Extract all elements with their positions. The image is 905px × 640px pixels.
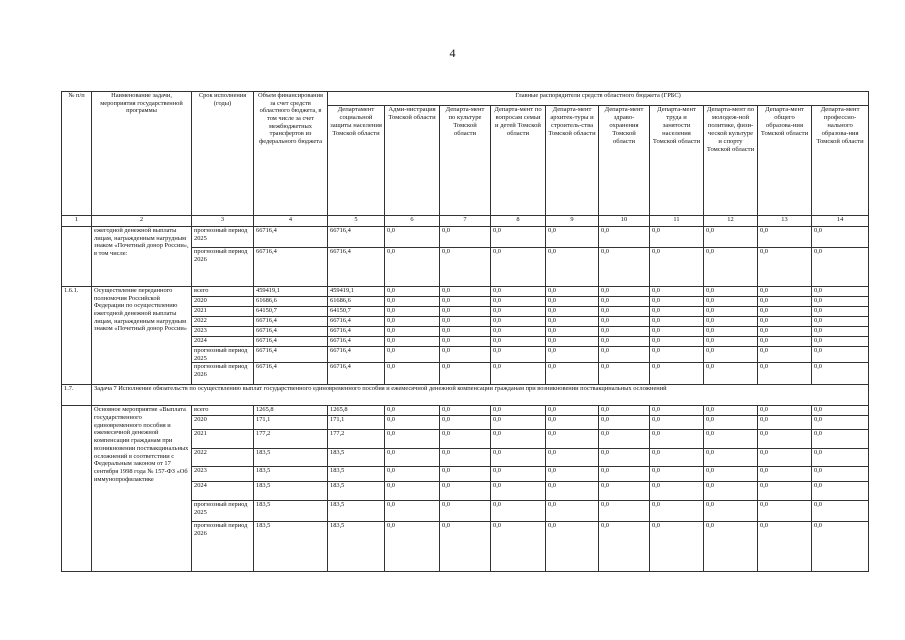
row-period: 2023: [192, 327, 254, 337]
value-cell: 0,0: [440, 482, 491, 501]
value-cell: 0,0: [758, 347, 812, 363]
value-cell: 0,0: [704, 287, 758, 297]
value-cell: 0,0: [491, 363, 546, 385]
column-number: 6: [385, 216, 440, 227]
value-cell: 0,0: [812, 449, 869, 467]
value-cell: 0,0: [546, 327, 599, 337]
value-cell: 0,0: [650, 482, 704, 501]
value-cell: 0,0: [385, 227, 440, 248]
value-cell: 0,0: [491, 287, 546, 297]
value-cell: 183,5: [328, 522, 385, 572]
value-cell: 0,0: [758, 297, 812, 307]
value-cell: 0,0: [704, 337, 758, 347]
value-cell: 0,0: [440, 416, 491, 430]
value-cell: 183,5: [254, 522, 328, 572]
value-cell: 0,0: [704, 297, 758, 307]
value-cell: 66716,4: [328, 227, 385, 248]
value-cell: 183,5: [254, 501, 328, 522]
value-cell: 0,0: [385, 317, 440, 327]
row-period: 2024: [192, 482, 254, 501]
row-number: [62, 227, 92, 287]
value-cell: 0,0: [650, 248, 704, 287]
value-cell: 0,0: [599, 248, 650, 287]
value-cell: 0,0: [650, 501, 704, 522]
header-grbs-5: Департа-мент здраво-охранения Томской области: [599, 106, 650, 216]
value-cell: 0,0: [812, 430, 869, 449]
header-no: № п/п: [62, 92, 92, 216]
value-cell: 0,0: [650, 416, 704, 430]
header-grbs-7: Департа-мент по молодеж-ной политике, физи-ческой культуре и спорту Томской области: [704, 106, 758, 216]
value-cell: 0,0: [385, 363, 440, 385]
row-name: ежегодной денежной выплаты лицам, награжденным нагрудным знаком «Почетный донор России», в том числе:: [92, 227, 192, 287]
header-grbs-0: Департамент социальной защиты населения Томской области: [328, 106, 385, 216]
value-cell: 0,0: [758, 317, 812, 327]
value-cell: 0,0: [812, 501, 869, 522]
value-cell: 0,0: [812, 467, 869, 482]
value-cell: 0,0: [385, 297, 440, 307]
value-cell: 0,0: [440, 317, 491, 327]
value-cell: 0,0: [599, 467, 650, 482]
row-number: [62, 406, 92, 572]
value-cell: 0,0: [758, 327, 812, 337]
column-number: 14: [812, 216, 869, 227]
budget-table: [61, 91, 869, 572]
column-number-row: [62, 216, 869, 227]
column-number: 7: [440, 216, 491, 227]
row-name: Основное мероприятие «Выплата государственного единовременного пособия и ежемесячной денежной компенсации гражданам при возникновении поствакцинальных осложнений в соответствии с Федеральным законом от 17 сентября 1998 года № 157-ФЗ «Об иммунопрофилактике: [92, 406, 192, 572]
value-cell: 0,0: [599, 363, 650, 385]
value-cell: 0,0: [385, 327, 440, 337]
value-cell: 0,0: [650, 287, 704, 297]
value-cell: 0,0: [385, 501, 440, 522]
value-cell: 0,0: [704, 416, 758, 430]
value-cell: 0,0: [599, 307, 650, 317]
value-cell: 66716,4: [328, 327, 385, 337]
column-number: 3: [192, 216, 254, 227]
value-cell: 0,0: [812, 327, 869, 337]
table-row: [62, 406, 869, 416]
value-cell: 0,0: [546, 227, 599, 248]
value-cell: 0,0: [491, 416, 546, 430]
value-cell: 0,0: [758, 287, 812, 297]
value-cell: 0,0: [385, 482, 440, 501]
value-cell: 0,0: [650, 347, 704, 363]
row-period: прогнозный период 2025: [192, 347, 254, 363]
value-cell: 0,0: [650, 522, 704, 572]
value-cell: 0,0: [385, 522, 440, 572]
value-cell: 0,0: [650, 327, 704, 337]
value-cell: 0,0: [546, 363, 599, 385]
value-cell: 0,0: [704, 449, 758, 467]
value-cell: 0,0: [599, 416, 650, 430]
value-cell: 0,0: [546, 430, 599, 449]
row-period: прогнозный период 2026: [192, 363, 254, 385]
value-cell: 0,0: [546, 501, 599, 522]
row-period: прогнозный период 2025: [192, 501, 254, 522]
value-cell: 0,0: [758, 307, 812, 317]
value-cell: 66716,4: [254, 327, 328, 337]
value-cell: 0,0: [704, 347, 758, 363]
value-cell: 0,0: [704, 317, 758, 327]
value-cell: 0,0: [812, 297, 869, 307]
value-cell: 0,0: [812, 522, 869, 572]
value-cell: 183,5: [328, 501, 385, 522]
value-cell: 0,0: [546, 248, 599, 287]
value-cell: 459419,1: [328, 287, 385, 297]
value-cell: 0,0: [599, 327, 650, 337]
value-cell: 0,0: [546, 287, 599, 297]
value-cell: 0,0: [491, 307, 546, 317]
value-cell: 0,0: [599, 297, 650, 307]
value-cell: 66716,4: [328, 363, 385, 385]
value-cell: 0,0: [812, 307, 869, 317]
value-cell: 177,2: [254, 430, 328, 449]
value-cell: 0,0: [599, 449, 650, 467]
row-period: 2021: [192, 307, 254, 317]
row-period: 2020: [192, 416, 254, 430]
value-cell: 0,0: [491, 327, 546, 337]
value-cell: 0,0: [650, 297, 704, 307]
value-cell: 0,0: [546, 482, 599, 501]
value-cell: 64150,7: [254, 307, 328, 317]
row-period: всего: [192, 287, 254, 297]
value-cell: 0,0: [758, 248, 812, 287]
column-number: 2: [92, 216, 192, 227]
value-cell: 183,5: [328, 467, 385, 482]
value-cell: 0,0: [385, 449, 440, 467]
row-period: 2021: [192, 430, 254, 449]
row-period: 2020: [192, 297, 254, 307]
value-cell: 0,0: [385, 416, 440, 430]
value-cell: 0,0: [440, 501, 491, 522]
value-cell: 0,0: [491, 430, 546, 449]
header-name: Наименование задачи, мероприятия государственной программы: [92, 92, 192, 216]
column-number: 9: [546, 216, 599, 227]
value-cell: 0,0: [758, 449, 812, 467]
table-row: [62, 287, 869, 297]
value-cell: 0,0: [491, 248, 546, 287]
value-cell: 0,0: [812, 227, 869, 248]
value-cell: 459419,1: [254, 287, 328, 297]
value-cell: 0,0: [491, 482, 546, 501]
value-cell: 0,0: [758, 227, 812, 248]
value-cell: 0,0: [385, 337, 440, 347]
header-grbs-2: Департа-мент по культуре Томской области: [440, 106, 491, 216]
value-cell: 66716,4: [254, 248, 328, 287]
value-cell: 0,0: [599, 337, 650, 347]
row-period: прогнозный период 2026: [192, 522, 254, 572]
value-cell: 0,0: [546, 522, 599, 572]
value-cell: 0,0: [599, 317, 650, 327]
value-cell: 171,1: [254, 416, 328, 430]
value-cell: 0,0: [599, 430, 650, 449]
value-cell: 0,0: [758, 337, 812, 347]
value-cell: 0,0: [812, 363, 869, 385]
value-cell: 61686,6: [328, 297, 385, 307]
value-cell: 0,0: [650, 227, 704, 248]
value-cell: 0,0: [385, 467, 440, 482]
value-cell: 66716,4: [254, 317, 328, 327]
value-cell: 0,0: [491, 522, 546, 572]
header-period: Срок исполнения (годы): [192, 92, 254, 216]
value-cell: 0,0: [440, 337, 491, 347]
value-cell: 1265,8: [254, 406, 328, 416]
value-cell: 0,0: [812, 317, 869, 327]
row-period: 2022: [192, 317, 254, 327]
value-cell: 0,0: [546, 307, 599, 317]
value-cell: 0,0: [491, 227, 546, 248]
row-period: 2022: [192, 449, 254, 467]
value-cell: 0,0: [812, 337, 869, 347]
value-cell: 0,0: [758, 501, 812, 522]
column-number: 8: [491, 216, 546, 227]
value-cell: 0,0: [491, 406, 546, 416]
value-cell: 0,0: [546, 449, 599, 467]
value-cell: 0,0: [704, 227, 758, 248]
value-cell: 0,0: [440, 347, 491, 363]
value-cell: 0,0: [812, 248, 869, 287]
value-cell: 0,0: [758, 467, 812, 482]
value-cell: 66716,4: [254, 363, 328, 385]
value-cell: 0,0: [546, 337, 599, 347]
value-cell: 0,0: [546, 317, 599, 327]
value-cell: 0,0: [650, 307, 704, 317]
value-cell: 0,0: [599, 347, 650, 363]
value-cell: 0,0: [650, 467, 704, 482]
header-grbs-1: Адми-нистрация Томской области: [385, 106, 440, 216]
value-cell: 0,0: [385, 287, 440, 297]
value-cell: 0,0: [812, 482, 869, 501]
value-cell: 66716,4: [254, 337, 328, 347]
header-grbs-4: Департа-мент архитек-туры и строитель-ства Томской области: [546, 106, 599, 216]
row-name: Осуществление переданного полномочия Российской Федерации по осуществлению ежегодной денежной выплаты лицам, награжденным нагрудным знаком «Почетный донор России»: [92, 287, 192, 385]
value-cell: 183,5: [328, 449, 385, 467]
value-cell: 61686,6: [254, 297, 328, 307]
value-cell: 0,0: [812, 416, 869, 430]
value-cell: 0,0: [440, 522, 491, 572]
value-cell: 0,0: [385, 430, 440, 449]
column-number: 13: [758, 216, 812, 227]
row-period: прогнозный период 2026: [192, 248, 254, 287]
value-cell: 0,0: [440, 327, 491, 337]
value-cell: 66716,4: [328, 317, 385, 327]
task-number: 1.7.: [62, 385, 92, 406]
value-cell: 0,0: [385, 307, 440, 317]
value-cell: 0,0: [704, 501, 758, 522]
column-number: 10: [599, 216, 650, 227]
value-cell: 0,0: [491, 317, 546, 327]
value-cell: 0,0: [704, 307, 758, 317]
table-row: [62, 227, 869, 248]
value-cell: 0,0: [385, 347, 440, 363]
value-cell: 64150,7: [328, 307, 385, 317]
row-period: 2023: [192, 467, 254, 482]
value-cell: 0,0: [704, 406, 758, 416]
header-grbs-8: Департа-мент общего образова-ния Томской области: [758, 106, 812, 216]
value-cell: 0,0: [758, 406, 812, 416]
row-period: всего: [192, 406, 254, 416]
value-cell: 0,0: [650, 449, 704, 467]
value-cell: 0,0: [440, 248, 491, 287]
value-cell: 0,0: [812, 287, 869, 297]
header-grbs-3: Департа-мент по вопросам семьи и детей Томской области: [491, 106, 546, 216]
value-cell: 0,0: [546, 406, 599, 416]
column-number: 11: [650, 216, 704, 227]
header-grbs-6: Департа-мент труда и занятости населения Томской области: [650, 106, 704, 216]
value-cell: 0,0: [704, 363, 758, 385]
value-cell: 0,0: [440, 297, 491, 307]
value-cell: 66716,4: [328, 337, 385, 347]
value-cell: 0,0: [440, 287, 491, 297]
row-period: прогнозный период 2025: [192, 227, 254, 248]
task-text: Задача 7 Исполнение обязательств по осуществлению выплат государственного единовременного пособия и ежемесячной денежной компенсации гражданам при возникновении поствакцинальных осложнений: [92, 385, 869, 406]
value-cell: 66716,4: [254, 347, 328, 363]
value-cell: 0,0: [440, 467, 491, 482]
value-cell: 0,0: [812, 347, 869, 363]
value-cell: 0,0: [650, 317, 704, 327]
header-volume: Объем финансирования за счет средств областного бюджета, в том числе за счет межбюджетных трансфертов из федерального бюджета: [254, 92, 328, 216]
column-number: 4: [254, 216, 328, 227]
column-number: 1: [62, 216, 92, 227]
row-period: 2024: [192, 337, 254, 347]
value-cell: 0,0: [491, 347, 546, 363]
value-cell: 66716,4: [328, 248, 385, 287]
value-cell: 0,0: [440, 406, 491, 416]
value-cell: 0,0: [650, 363, 704, 385]
value-cell: 183,5: [328, 482, 385, 501]
value-cell: 0,0: [758, 482, 812, 501]
header-grbs-9: Департа-мент профессио-нального образова-ния Томской области: [812, 106, 869, 216]
value-cell: 0,0: [599, 287, 650, 297]
value-cell: 0,0: [599, 406, 650, 416]
value-cell: 177,2: [328, 430, 385, 449]
row-number: 1.6.1.: [62, 287, 92, 385]
value-cell: 0,0: [704, 467, 758, 482]
value-cell: 0,0: [440, 449, 491, 467]
value-cell: 0,0: [491, 337, 546, 347]
value-cell: 0,0: [546, 467, 599, 482]
value-cell: 0,0: [650, 337, 704, 347]
value-cell: 0,0: [758, 522, 812, 572]
value-cell: 0,0: [546, 297, 599, 307]
value-cell: 0,0: [385, 248, 440, 287]
value-cell: 0,0: [440, 307, 491, 317]
value-cell: 0,0: [599, 522, 650, 572]
value-cell: 183,5: [254, 467, 328, 482]
value-cell: 0,0: [650, 430, 704, 449]
value-cell: 0,0: [650, 406, 704, 416]
value-cell: 171,1: [328, 416, 385, 430]
value-cell: 0,0: [704, 482, 758, 501]
value-cell: 0,0: [758, 416, 812, 430]
value-cell: 0,0: [385, 406, 440, 416]
value-cell: 0,0: [704, 248, 758, 287]
value-cell: 0,0: [491, 297, 546, 307]
value-cell: 0,0: [440, 430, 491, 449]
value-cell: 0,0: [491, 501, 546, 522]
value-cell: 0,0: [491, 449, 546, 467]
task-row: [62, 385, 869, 406]
value-cell: 66716,4: [254, 227, 328, 248]
value-cell: 0,0: [704, 327, 758, 337]
value-cell: 0,0: [599, 482, 650, 501]
page-number: 4: [449, 46, 456, 60]
value-cell: 0,0: [758, 430, 812, 449]
column-number: 12: [704, 216, 758, 227]
value-cell: 0,0: [440, 363, 491, 385]
value-cell: 0,0: [599, 501, 650, 522]
value-cell: 0,0: [491, 467, 546, 482]
value-cell: 0,0: [599, 227, 650, 248]
value-cell: 183,5: [254, 482, 328, 501]
value-cell: 0,0: [812, 406, 869, 416]
header-grbs-title: Главные распорядители средств областного бюджета (ГРБС): [328, 92, 869, 106]
value-cell: 66716,4: [328, 347, 385, 363]
value-cell: 0,0: [546, 347, 599, 363]
column-number: 5: [328, 216, 385, 227]
value-cell: 0,0: [704, 430, 758, 449]
value-cell: 1265,8: [328, 406, 385, 416]
value-cell: 0,0: [440, 227, 491, 248]
value-cell: 183,5: [254, 449, 328, 467]
value-cell: 0,0: [546, 416, 599, 430]
value-cell: 0,0: [758, 363, 812, 385]
value-cell: 0,0: [704, 522, 758, 572]
